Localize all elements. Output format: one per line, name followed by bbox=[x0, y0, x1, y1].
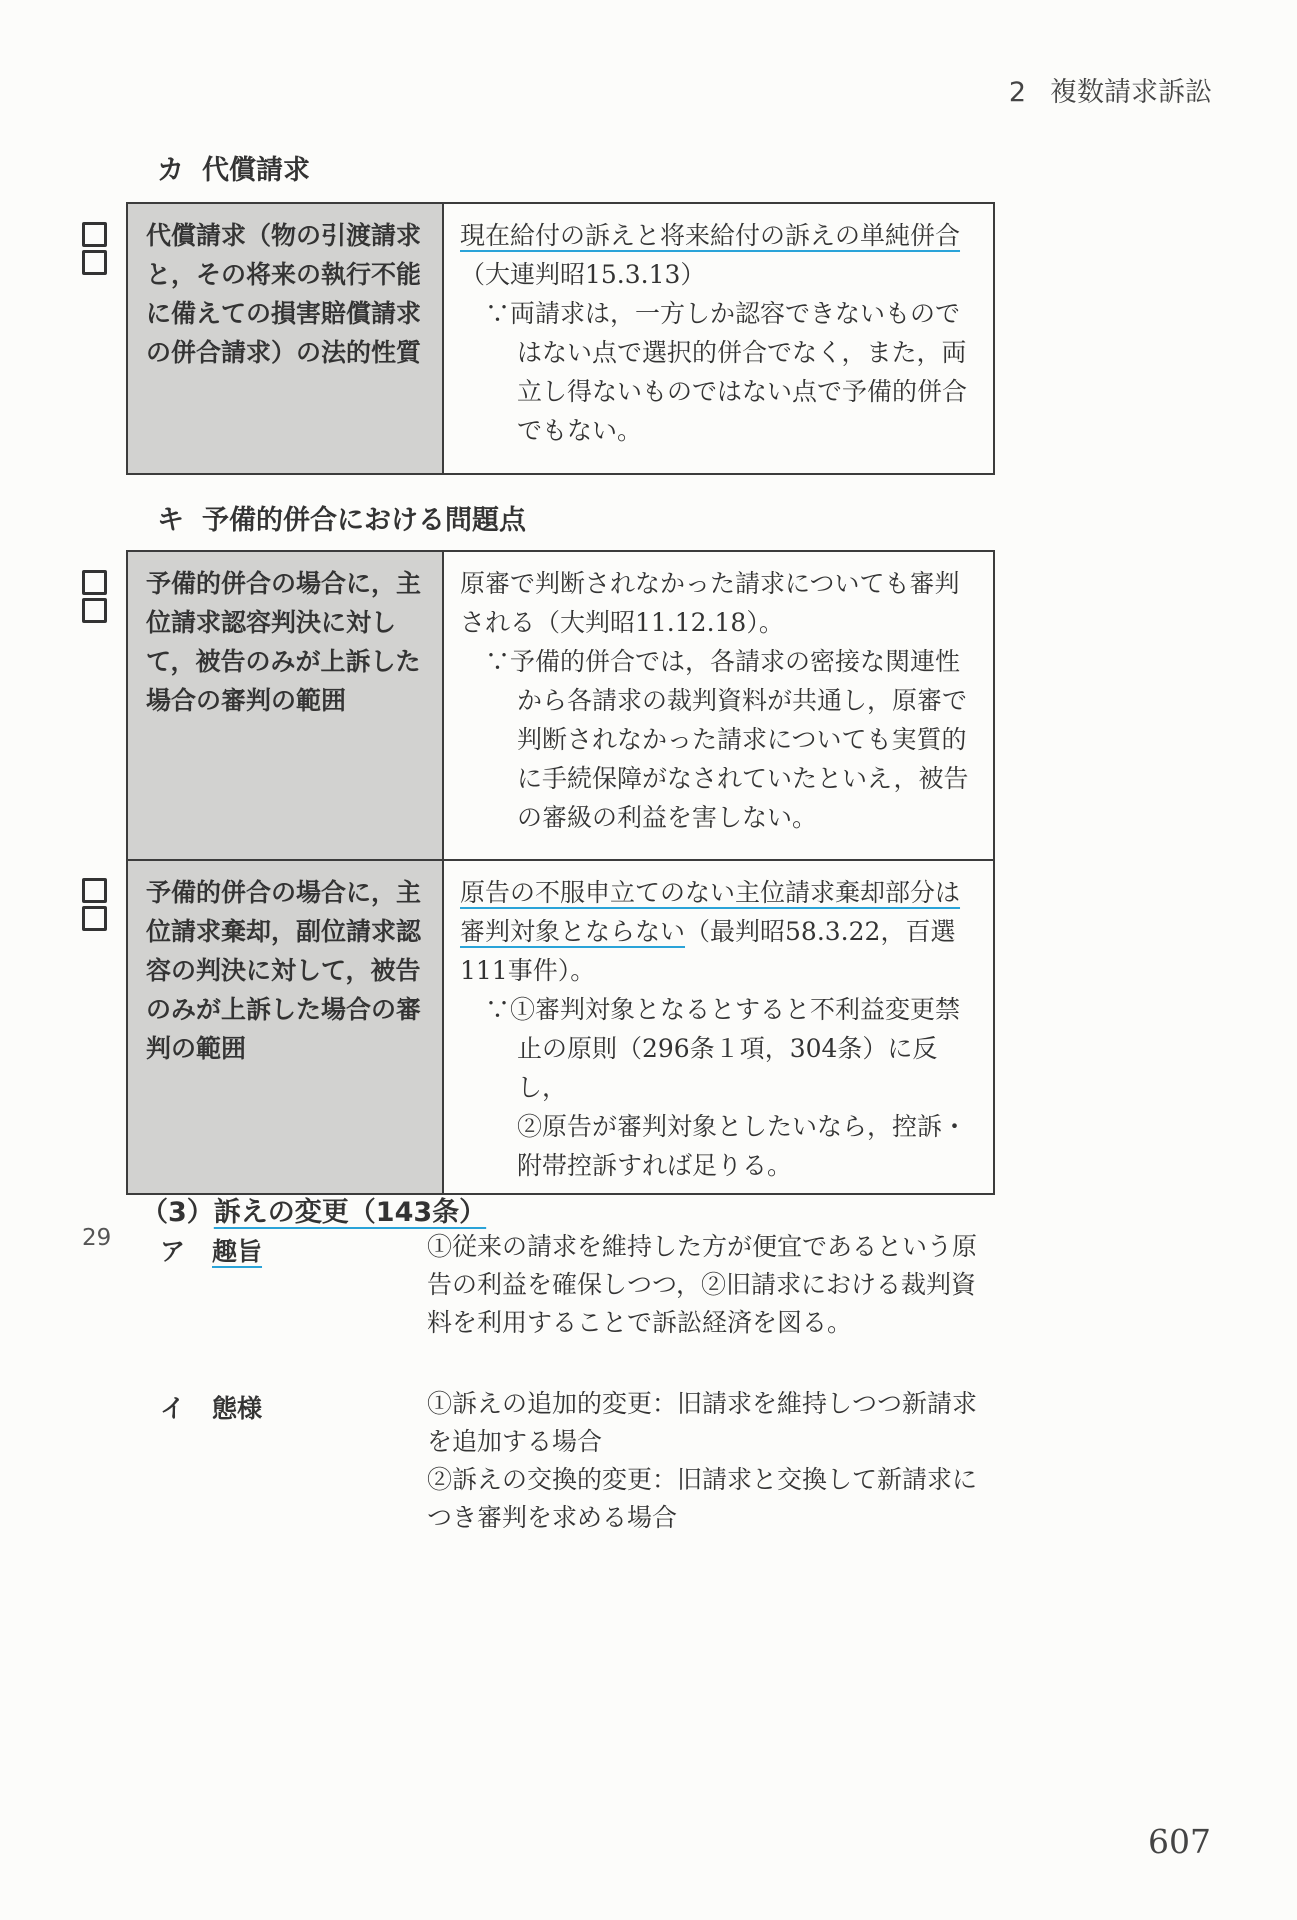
subheading-mark: カ bbox=[157, 155, 184, 186]
item-text-2: ②訴えの交換的変更：旧請求と交換して新請求につき審判を求める場合 bbox=[427, 1465, 978, 1532]
table-row bbox=[127, 551, 994, 860]
subheading-mark: キ bbox=[157, 505, 184, 536]
key-holding: 原告の不服申立てのない主位請求棄却部分は審判対象とならない bbox=[460, 878, 961, 946]
checkbox[interactable] bbox=[82, 598, 107, 623]
table-row bbox=[127, 860, 994, 1194]
checkbox[interactable] bbox=[82, 222, 107, 247]
item-body bbox=[427, 1385, 987, 1537]
case-citation: （最判昭58.3.22，百選111事件）。 bbox=[460, 917, 956, 985]
section-heading bbox=[141, 1190, 486, 1229]
answer-cell bbox=[443, 203, 994, 474]
reason-text-1: ∵①審判対象となるとすると不利益変更禁止の原則（296条１項，304条）に反し， bbox=[485, 995, 961, 1102]
reason-text: ∵両請求は，一方しか認容できないものではない点で選択的併合でなく，また，両立し得ないものではない点で予備的併合でもない。 bbox=[485, 299, 968, 445]
checkbox[interactable] bbox=[82, 250, 107, 275]
subheading-ki bbox=[157, 498, 526, 537]
chapter-number: 2 bbox=[1008, 77, 1026, 108]
checkbox[interactable] bbox=[82, 906, 107, 931]
section-number: （3） bbox=[141, 1197, 214, 1228]
topic-cell: 予備的併合の場合に，主位請求認容判決に対して，被告のみが上訴した場合の審判の範囲 bbox=[127, 551, 443, 860]
margin-note: 29 bbox=[82, 1225, 112, 1251]
item-text-1: ①訴えの追加的変更：旧請求を維持しつつ新請求を追加する場合 bbox=[427, 1389, 978, 1456]
item-mark: ア bbox=[160, 1237, 186, 1266]
reason-text: ∵予備的併合では，各請求の密接な関連性から各請求の裁判資料が共通し，原審で判断されなかった請求についても実質的に手続保障がなされていたといえ，被告の審級の利益を害しない。 bbox=[485, 647, 969, 832]
item-body bbox=[427, 1228, 987, 1342]
item-title: 態様 bbox=[212, 1394, 263, 1423]
table-ka bbox=[126, 202, 995, 475]
key-holding: 現在給付の訴えと将来給付の訴えの単純併合 bbox=[460, 221, 961, 250]
checkbox[interactable] bbox=[82, 878, 107, 903]
subheading-title: 代償請求 bbox=[202, 155, 310, 186]
holding-text: 原審で判断されなかった請求についても審判される（大判昭11.12.18）。 bbox=[460, 569, 960, 637]
running-header bbox=[1009, 70, 1212, 109]
chapter-title: 複数請求訴訟 bbox=[1050, 77, 1212, 108]
subheading-title: 予備的併合における問題点 bbox=[202, 505, 526, 536]
topic-cell: 予備的併合の場合に，主位請求棄却，副位請求認容の判決に対して，被告のみが上訴した場合の審判の範囲 bbox=[127, 860, 443, 1194]
item-mark: イ bbox=[160, 1394, 186, 1423]
answer-cell bbox=[443, 551, 994, 860]
reason-text-2: ②原告が審判対象としたいなら，控訴・附帯控訴すれば足りる。 bbox=[517, 1112, 968, 1180]
table-ki bbox=[126, 550, 995, 1195]
item-text: ①従来の請求を維持した方が便宜であるという原告の利益を確保しつつ，②旧請求における裁判資料を利用することで訴訟経済を図る。 bbox=[427, 1232, 978, 1337]
topic-cell: 代償請求（物の引渡請求と，その将来の執行不能に備えての損害賠償請求の併合請求）の法的性質 bbox=[127, 203, 443, 474]
answer-cell bbox=[443, 860, 994, 1194]
subheading-ka bbox=[157, 148, 310, 187]
item-title: 趣旨 bbox=[212, 1237, 263, 1266]
case-citation: （大連判昭15.3.13） bbox=[460, 260, 706, 289]
table-row bbox=[127, 203, 994, 474]
section-title: 訴えの変更（143条） bbox=[213, 1197, 487, 1228]
page-number: 607 bbox=[1148, 1822, 1211, 1861]
checkbox[interactable] bbox=[82, 570, 107, 595]
